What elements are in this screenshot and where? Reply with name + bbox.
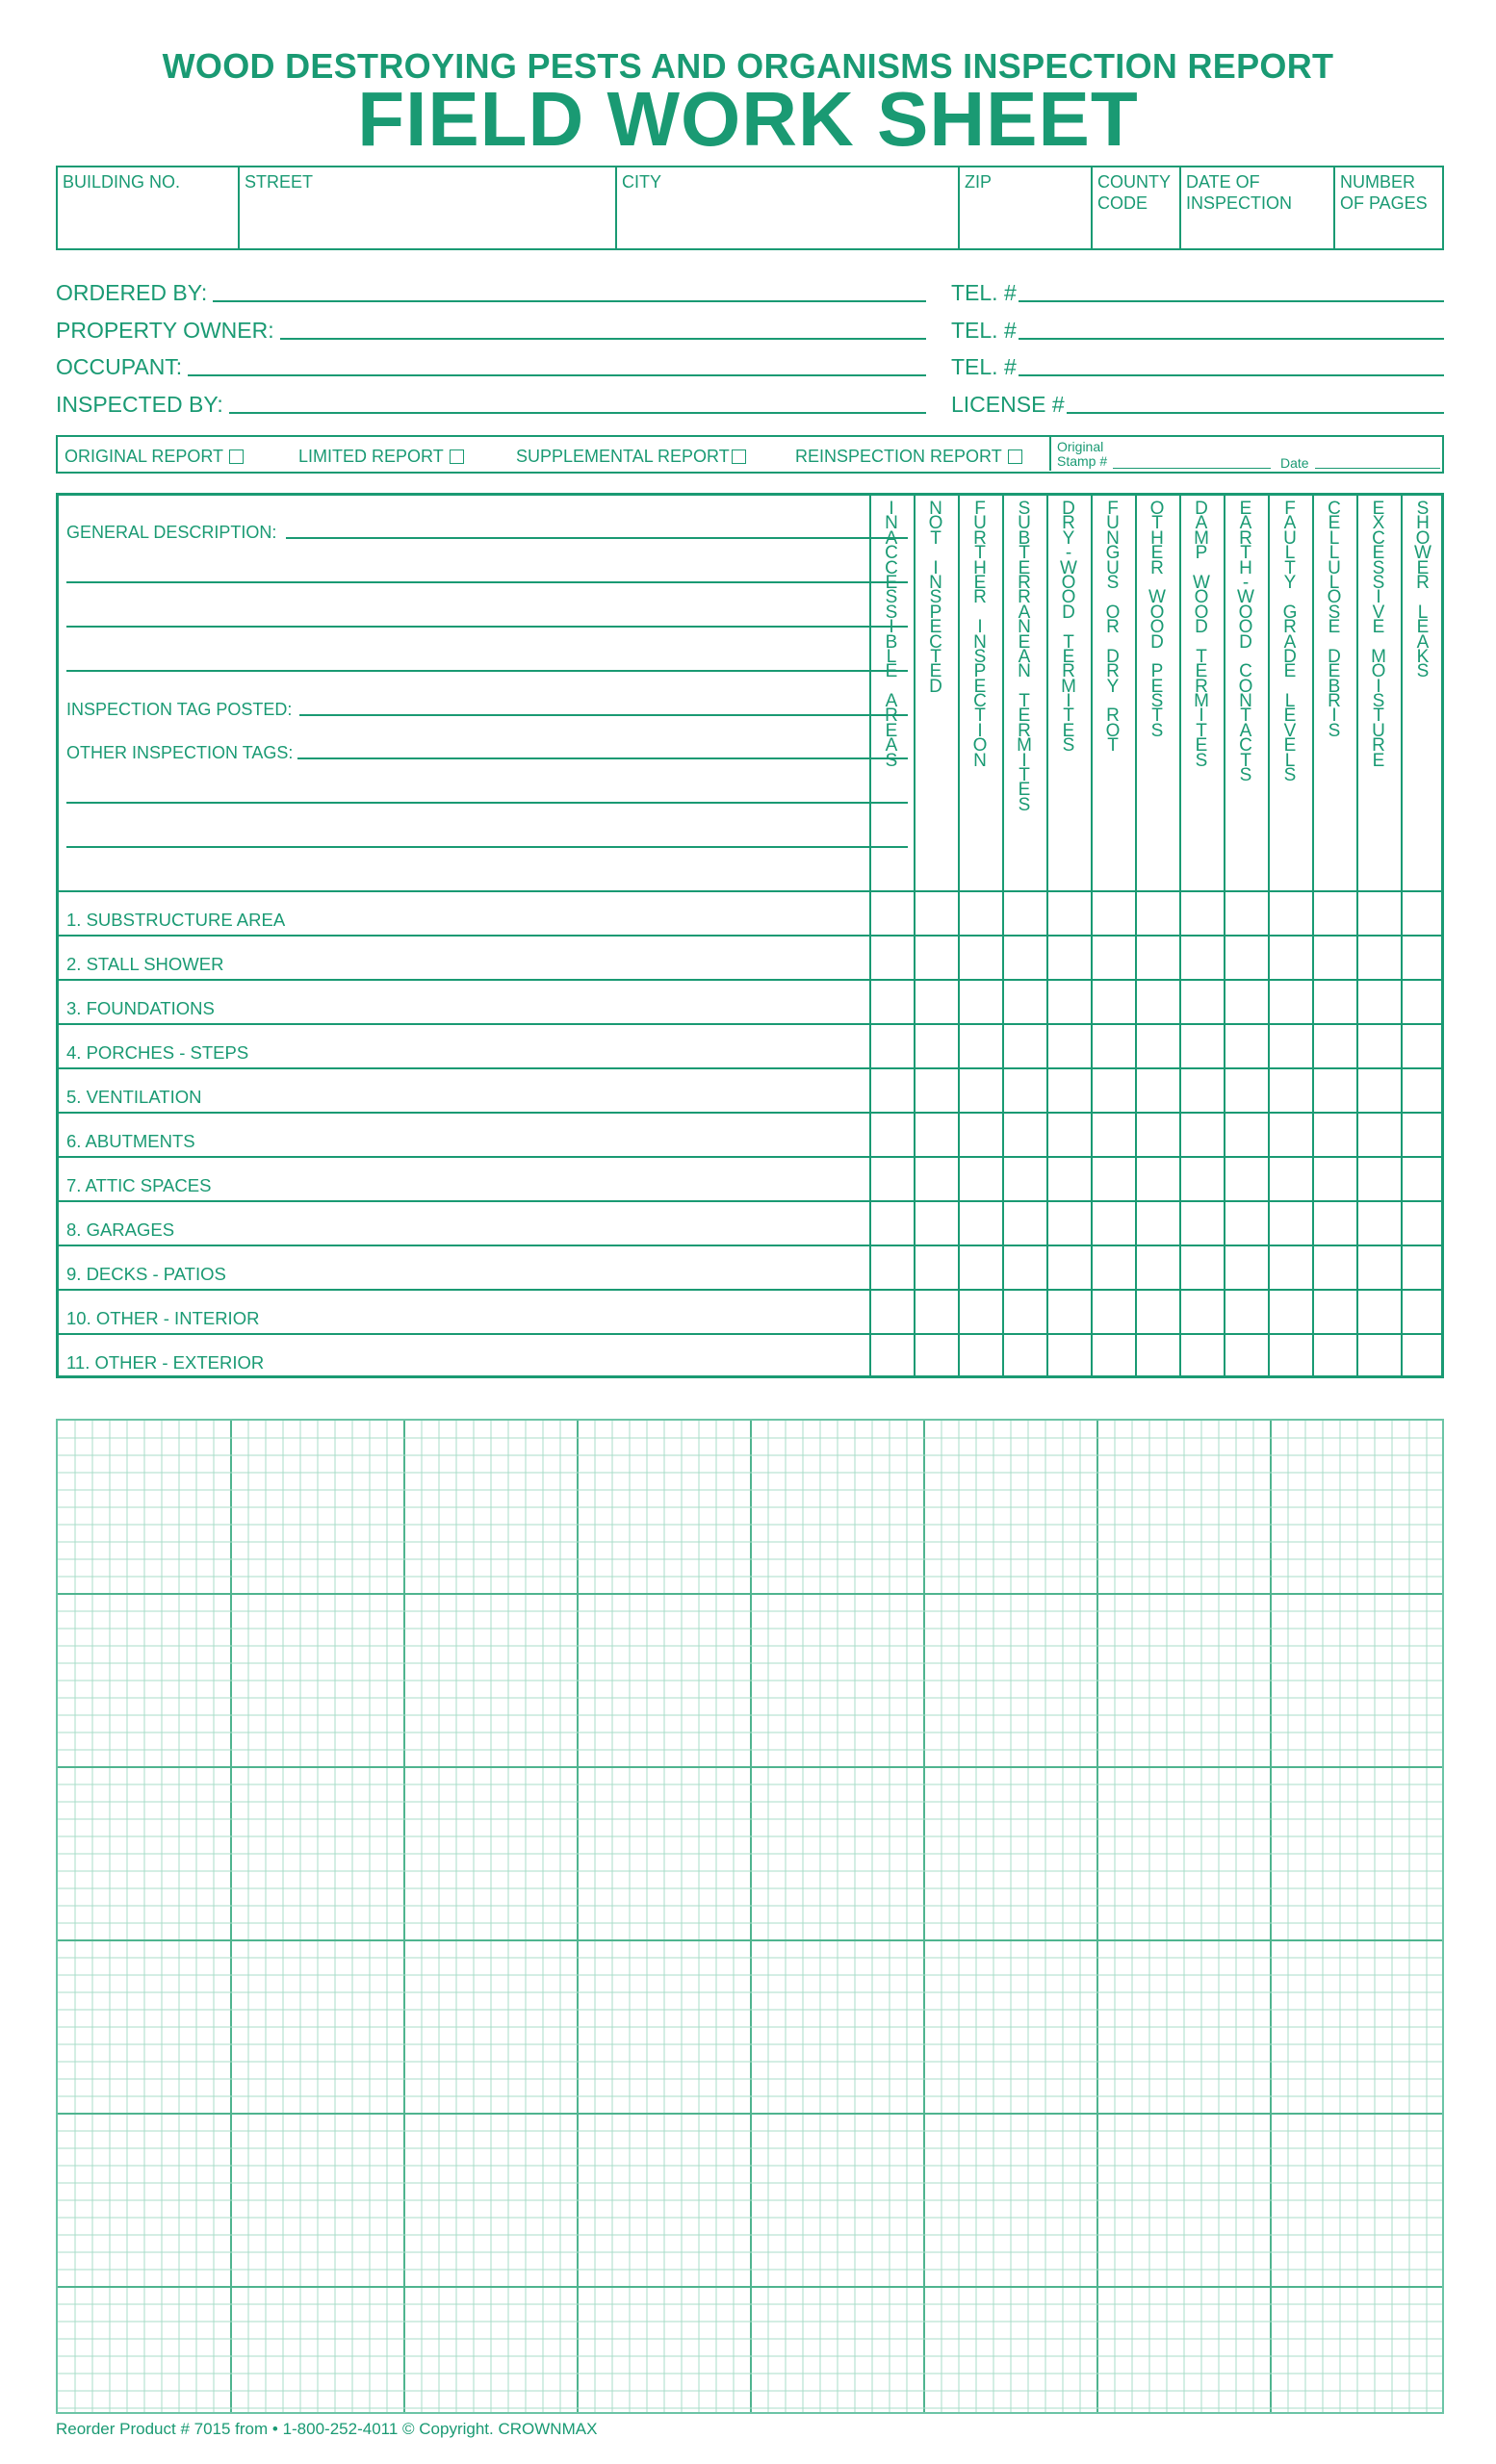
finding-cell[interactable] — [1314, 1336, 1355, 1376]
finding-cell[interactable] — [1137, 1203, 1178, 1244]
tel-label: TEL. # — [951, 280, 1017, 305]
finding-cell[interactable] — [1358, 1159, 1400, 1199]
finding-cell[interactable] — [916, 893, 957, 934]
finding-cell[interactable] — [1004, 982, 1045, 1022]
original-report-checkbox[interactable] — [229, 449, 244, 464]
finding-cell[interactable] — [1403, 1247, 1444, 1288]
finding-cell[interactable] — [1004, 1292, 1045, 1332]
tel-rule[interactable] — [1019, 300, 1444, 302]
number-of-pages-field[interactable] — [1335, 167, 1442, 248]
tel-label: TEL. # — [951, 318, 1017, 343]
row-divider — [59, 1156, 1441, 1158]
column-header: O T H E R W O O D P E S T S — [1148, 499, 1166, 741]
original-stamp-area — [1049, 437, 1444, 471]
finding-cell[interactable] — [1093, 1247, 1134, 1288]
row-divider — [59, 1289, 1441, 1291]
finding-cell[interactable] — [1270, 893, 1311, 934]
finding-cell[interactable] — [1225, 982, 1267, 1022]
finding-cell[interactable] — [1314, 1026, 1355, 1066]
ordered-by-line[interactable] — [56, 277, 926, 306]
form-subtitle: WOOD DESTROYING PESTS AND ORGANISMS INSPECTION REPORT — [162, 46, 1334, 86]
report-type-box — [56, 435, 1444, 474]
description-rule[interactable] — [66, 670, 908, 672]
inspection-tag-posted-label: INSPECTION TAG POSTED: — [66, 700, 293, 719]
finding-cell[interactable] — [1137, 982, 1178, 1022]
finding-cell[interactable] — [871, 893, 913, 934]
finding-cell[interactable] — [960, 1159, 1001, 1199]
finding-cell[interactable] — [1403, 982, 1444, 1022]
row-divider — [59, 979, 1441, 981]
zip-field[interactable] — [960, 167, 1093, 248]
row-divider — [59, 1112, 1441, 1114]
description-rule[interactable] — [66, 581, 908, 583]
finding-cell[interactable] — [1181, 1115, 1223, 1155]
limited-report-option[interactable] — [298, 447, 464, 467]
finding-cell[interactable] — [960, 937, 1001, 978]
finding-cell[interactable] — [1358, 1292, 1400, 1332]
finding-cell[interactable] — [871, 982, 913, 1022]
finding-cell[interactable] — [1270, 1070, 1311, 1111]
row-divider — [59, 935, 1441, 937]
inspection-row-label: 8. GARAGES — [66, 1219, 175, 1240]
finding-cell[interactable] — [1225, 1203, 1267, 1244]
property-owner-line[interactable] — [56, 315, 926, 344]
finding-cell[interactable] — [1225, 1247, 1267, 1288]
tel-rule[interactable] — [1019, 374, 1444, 376]
finding-cell[interactable] — [1403, 1070, 1444, 1111]
finding-cell[interactable] — [960, 982, 1001, 1022]
original-label: Original — [1057, 439, 1104, 454]
finding-cell[interactable] — [1048, 1026, 1090, 1066]
finding-cell[interactable] — [1004, 1026, 1045, 1066]
inspection-tag-posted-rule[interactable] — [299, 714, 908, 716]
finding-cell[interactable] — [1358, 1336, 1400, 1376]
finding-cell[interactable] — [871, 1115, 913, 1155]
finding-cell[interactable] — [960, 1336, 1001, 1376]
finding-cell[interactable] — [1093, 1026, 1134, 1066]
finding-cell[interactable] — [1181, 1247, 1223, 1288]
other-inspection-tags-label: OTHER INSPECTION TAGS: — [66, 743, 294, 762]
finding-cell[interactable] — [960, 1070, 1001, 1111]
ordered-by-rule[interactable] — [213, 300, 926, 302]
license-label: LICENSE # — [951, 392, 1065, 417]
finding-cell[interactable] — [1225, 1336, 1267, 1376]
finding-cell[interactable] — [1048, 1247, 1090, 1288]
column-header: F U N G U S O R D R Y R O T — [1105, 499, 1121, 757]
tel-owner-line[interactable] — [951, 315, 1444, 344]
finding-cell[interactable] — [1358, 893, 1400, 934]
finding-cell[interactable] — [1093, 1115, 1134, 1155]
finding-cell[interactable] — [960, 1026, 1001, 1066]
tel-label: TEL. # — [951, 354, 1017, 379]
inspection-row-label: 4. PORCHES - STEPS — [66, 1042, 249, 1063]
finding-cell[interactable] — [1225, 1292, 1267, 1332]
finding-cell[interactable] — [1225, 1115, 1267, 1155]
column-header: F A U L T Y G R A D E L E V E L S — [1282, 499, 1298, 786]
general-description-rule[interactable] — [286, 537, 908, 539]
finding-cell[interactable] — [1181, 1159, 1223, 1199]
finding-cell[interactable] — [871, 1292, 913, 1332]
finding-cell[interactable] — [871, 937, 913, 978]
inspected-by-rule[interactable] — [229, 412, 926, 414]
form-title: FIELD WORK SHEET — [357, 76, 1139, 162]
finding-cell[interactable] — [1314, 937, 1355, 978]
street-field[interactable] — [240, 167, 617, 248]
finding-cell[interactable] — [1137, 1026, 1178, 1066]
column-header: I N A C C E S S I B L E A R E A S — [885, 499, 898, 771]
column-header: S H O W E R L E A K S — [1414, 499, 1432, 682]
inspection-row-label: 3. FOUNDATIONS — [66, 998, 215, 1018]
finding-cell[interactable] — [1048, 937, 1090, 978]
finding-cell[interactable] — [1403, 1292, 1444, 1332]
supplemental-report-label: SUPPLEMENTAL REPORT — [516, 447, 730, 466]
finding-cell[interactable] — [916, 1336, 957, 1376]
finding-cell[interactable] — [1093, 1336, 1134, 1376]
limited-report-label: LIMITED REPORT — [298, 447, 444, 466]
row-divider — [59, 1200, 1441, 1202]
tel-ordered-line[interactable] — [951, 277, 1444, 306]
limited-report-checkbox[interactable] — [450, 449, 464, 464]
finding-cell[interactable] — [1314, 1292, 1355, 1332]
finding-cell[interactable] — [1270, 1203, 1311, 1244]
finding-cell[interactable] — [1270, 1159, 1311, 1199]
description-rule[interactable] — [66, 846, 908, 848]
finding-cell[interactable] — [1181, 1026, 1223, 1066]
finding-cell[interactable] — [1225, 937, 1267, 978]
finding-cell[interactable] — [960, 893, 1001, 934]
county-code-field[interactable] — [1093, 167, 1181, 248]
finding-cell[interactable] — [1358, 1203, 1400, 1244]
column-header: F U R T H E R I N S P E C T I O N — [972, 499, 988, 771]
finding-cell[interactable] — [1048, 982, 1090, 1022]
inspection-row-label: 2. STALL SHOWER — [66, 954, 224, 974]
other-inspection-tags-rule[interactable] — [297, 757, 908, 759]
finding-cell[interactable] — [1181, 937, 1223, 978]
finding-cell[interactable] — [1314, 1203, 1355, 1244]
finding-cell[interactable] — [1270, 1247, 1311, 1288]
finding-cell[interactable] — [1004, 1203, 1045, 1244]
inspection-row-label: 9. DECKS - PATIOS — [66, 1264, 226, 1284]
stamp-label: Stamp # — [1057, 453, 1108, 469]
finding-cell[interactable] — [1048, 1115, 1090, 1155]
finding-cell[interactable] — [1403, 1336, 1444, 1376]
zip-label: ZIP — [965, 172, 993, 192]
inspection-row-label: 6. ABUTMENTS — [66, 1131, 195, 1151]
finding-cell[interactable] — [1048, 893, 1090, 934]
finding-cell[interactable] — [916, 1026, 957, 1066]
finding-cell[interactable] — [1137, 1159, 1178, 1199]
original-report-option[interactable] — [64, 447, 244, 467]
graph-paper-grid[interactable] — [56, 1419, 1444, 2414]
reorder-footer: Reorder Product # 7015 from • 1-800-252-4011 © Copyright. CROWNMAX — [56, 2420, 598, 2438]
finding-cell[interactable] — [1358, 1026, 1400, 1066]
finding-cell[interactable] — [1093, 982, 1134, 1022]
finding-cell[interactable] — [1004, 937, 1045, 978]
finding-cell[interactable] — [1181, 1336, 1223, 1376]
finding-cell[interactable] — [1270, 1292, 1311, 1332]
column-header: C E L L U L O S E D E B R I S — [1327, 499, 1342, 741]
occupant-label: OCCUPANT: — [56, 354, 183, 379]
finding-cell[interactable] — [1358, 982, 1400, 1022]
finding-cell[interactable] — [1137, 1336, 1178, 1376]
finding-cell[interactable] — [1314, 1115, 1355, 1155]
finding-cell[interactable] — [871, 1159, 913, 1199]
finding-cell[interactable] — [1358, 937, 1400, 978]
description-rule[interactable] — [66, 802, 908, 804]
finding-cell[interactable] — [1004, 1336, 1045, 1376]
inspection-table — [56, 493, 1444, 1378]
finding-cell[interactable] — [916, 1292, 957, 1332]
property-owner-rule[interactable] — [280, 338, 926, 340]
finding-cell[interactable] — [871, 1070, 913, 1111]
finding-cell[interactable] — [871, 1026, 913, 1066]
finding-cell[interactable] — [960, 1247, 1001, 1288]
finding-cell[interactable] — [1004, 1070, 1045, 1111]
column-header: E A R T H - W O O D C O N T A C T S — [1237, 499, 1254, 786]
finding-cell[interactable] — [871, 1247, 913, 1288]
finding-cell[interactable] — [1137, 1247, 1178, 1288]
date-of-inspection-label: DATE OF INSPECTION — [1186, 172, 1293, 213]
inspection-row-label: 7. ATTIC SPACES — [66, 1175, 212, 1195]
building-no-label: BUILDING NO. — [63, 172, 181, 192]
license-line[interactable] — [951, 389, 1444, 418]
date-rule[interactable] — [1315, 468, 1440, 469]
finding-cell[interactable] — [1137, 1115, 1178, 1155]
finding-cell[interactable] — [1403, 1115, 1444, 1155]
finding-cell[interactable] — [1225, 1070, 1267, 1111]
finding-cell[interactable] — [960, 1115, 1001, 1155]
number-of-pages-label: NUMBER OF PAGES — [1340, 172, 1428, 213]
finding-cell[interactable] — [1093, 1159, 1134, 1199]
column-header: E X C E S S I V E M O I S T U R E — [1371, 499, 1386, 771]
column-header: D R Y - W O O D T E R M I T E S — [1060, 499, 1077, 757]
finding-cell[interactable] — [1358, 1070, 1400, 1111]
finding-cell[interactable] — [1048, 1159, 1090, 1199]
finding-cell[interactable] — [1048, 1203, 1090, 1244]
finding-cell[interactable] — [1093, 1292, 1134, 1332]
header-divider — [59, 890, 1441, 892]
row-divider — [59, 1023, 1441, 1025]
finding-cell[interactable] — [1181, 893, 1223, 934]
finding-cell[interactable] — [1403, 937, 1444, 978]
finding-cell[interactable] — [871, 1336, 913, 1376]
finding-cell[interactable] — [1225, 1159, 1267, 1199]
street-label: STREET — [245, 172, 314, 192]
finding-cell[interactable] — [1314, 982, 1355, 1022]
inspection-row-label: 5. VENTILATION — [66, 1087, 202, 1107]
tel-occupant-line[interactable] — [951, 351, 1444, 380]
finding-cell[interactable] — [1181, 1203, 1223, 1244]
finding-cell[interactable] — [1048, 1292, 1090, 1332]
reinspection-report-option[interactable] — [795, 447, 1022, 467]
finding-cell[interactable] — [916, 982, 957, 1022]
finding-cell[interactable] — [916, 1159, 957, 1199]
occupant-line[interactable] — [56, 351, 926, 380]
supplemental-report-checkbox[interactable] — [732, 449, 746, 464]
finding-cell[interactable] — [1270, 937, 1311, 978]
finding-cell[interactable] — [1314, 893, 1355, 934]
finding-cell[interactable] — [1181, 1292, 1223, 1332]
finding-cell[interactable] — [1137, 1292, 1178, 1332]
finding-cell[interactable] — [1403, 893, 1444, 934]
inspected-by-line[interactable] — [56, 389, 926, 418]
row-divider — [59, 1333, 1441, 1335]
column-header: N O T I N S P E C T E D — [928, 499, 943, 697]
finding-cell[interactable] — [1225, 893, 1267, 934]
column-header: S U B T E R R A N E A N T E R M I T E S — [1017, 499, 1032, 815]
building-no-field[interactable] — [58, 167, 240, 248]
finding-cell[interactable] — [916, 1115, 957, 1155]
finding-cell[interactable] — [1004, 1115, 1045, 1155]
occupant-rule[interactable] — [188, 374, 926, 376]
finding-cell[interactable] — [871, 1203, 913, 1244]
finding-cell[interactable] — [1358, 1115, 1400, 1155]
ordered-by-label: ORDERED BY: — [56, 280, 208, 305]
supplemental-report-option[interactable] — [516, 447, 746, 467]
finding-cell[interactable] — [1358, 1247, 1400, 1288]
finding-cell[interactable] — [916, 1070, 957, 1111]
finding-cell[interactable] — [1403, 1203, 1444, 1244]
column-header: D A M P W O O D T E R M I T E S — [1193, 499, 1210, 771]
date-label: Date — [1280, 455, 1309, 471]
reinspection-report-label: REINSPECTION REPORT — [795, 447, 1002, 466]
city-field[interactable] — [617, 167, 960, 248]
description-rule[interactable] — [66, 626, 908, 628]
date-of-inspection-field[interactable] — [1181, 167, 1335, 248]
finding-cell[interactable] — [1270, 1336, 1311, 1376]
finding-cell[interactable] — [1137, 1070, 1178, 1111]
finding-cell[interactable] — [1004, 893, 1045, 934]
finding-cell[interactable] — [960, 1292, 1001, 1332]
general-description-label: GENERAL DESCRIPTION: — [66, 523, 277, 542]
row-divider — [59, 1245, 1441, 1246]
inspection-row-label: 10. OTHER - INTERIOR — [66, 1308, 260, 1328]
county-code-label: COUNTY CODE — [1097, 172, 1171, 213]
finding-cell[interactable] — [1403, 1026, 1444, 1066]
finding-cell[interactable] — [1004, 1159, 1045, 1199]
finding-cell[interactable] — [1093, 893, 1134, 934]
finding-cell[interactable] — [1314, 1070, 1355, 1111]
finding-cell[interactable] — [1048, 1070, 1090, 1111]
finding-cell[interactable] — [1181, 982, 1223, 1022]
inspection-row-label: 11. OTHER - EXTERIOR — [66, 1352, 265, 1373]
city-label: CITY — [622, 172, 662, 192]
finding-cell[interactable] — [1093, 1070, 1134, 1111]
finding-cell[interactable] — [1225, 1026, 1267, 1066]
row-divider — [59, 1067, 1441, 1069]
finding-cell[interactable] — [1137, 937, 1178, 978]
finding-cell[interactable] — [1048, 1336, 1090, 1376]
finding-cell[interactable] — [1314, 1159, 1355, 1199]
finding-cell[interactable] — [1004, 1247, 1045, 1288]
finding-cell[interactable] — [916, 937, 957, 978]
finding-cell[interactable] — [1403, 1159, 1444, 1199]
finding-cell[interactable] — [1270, 1115, 1311, 1155]
finding-cell[interactable] — [960, 1203, 1001, 1244]
license-rule[interactable] — [1067, 412, 1444, 414]
finding-cell[interactable] — [1093, 937, 1134, 978]
property-info-box — [56, 166, 1444, 250]
finding-cell[interactable] — [1270, 1026, 1311, 1066]
finding-cell[interactable] — [1093, 1203, 1134, 1244]
finding-cell[interactable] — [1137, 893, 1178, 934]
inspected-by-label: INSPECTED BY: — [56, 392, 223, 417]
stamp-rule[interactable] — [1113, 468, 1271, 469]
original-report-label: ORIGINAL REPORT — [64, 447, 224, 466]
reinspection-report-checkbox[interactable] — [1008, 449, 1022, 464]
finding-cell[interactable] — [916, 1247, 957, 1288]
tel-rule[interactable] — [1019, 338, 1444, 340]
finding-cell[interactable] — [1181, 1070, 1223, 1111]
finding-cell[interactable] — [1270, 982, 1311, 1022]
finding-cell[interactable] — [916, 1203, 957, 1244]
finding-cell[interactable] — [1314, 1247, 1355, 1288]
inspection-row-label: 1. SUBSTRUCTURE AREA — [66, 910, 286, 930]
property-owner-label: PROPERTY OWNER: — [56, 318, 274, 343]
